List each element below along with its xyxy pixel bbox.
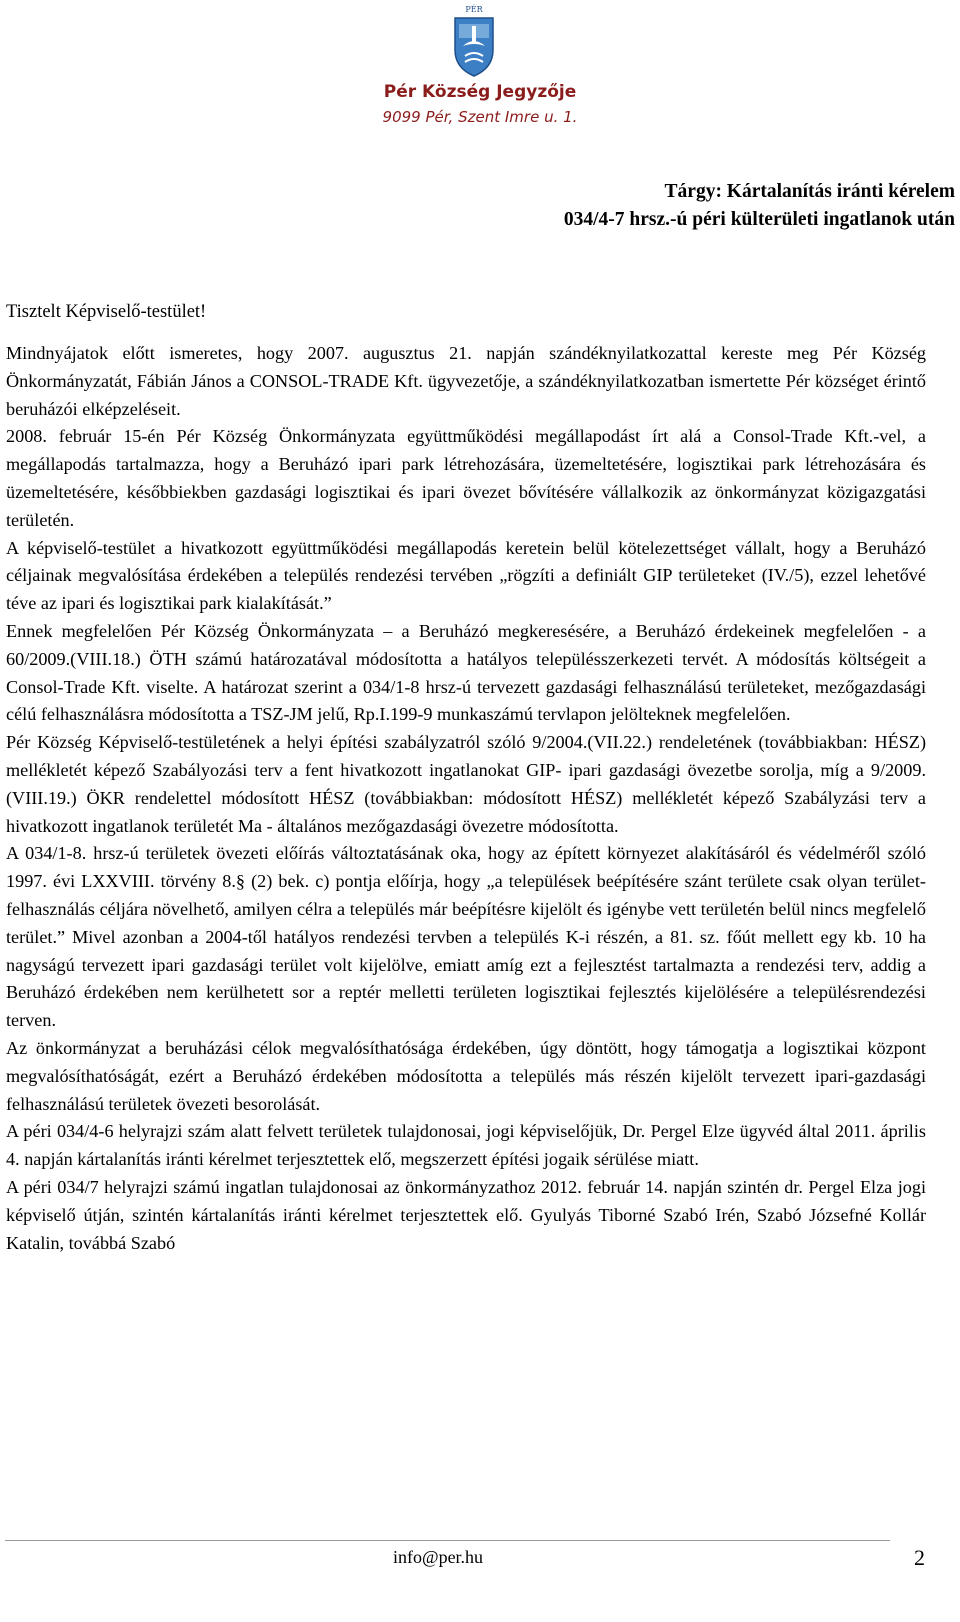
footer-email: info@per.hu [393,1547,484,1567]
paragraph: Ennek megfelelően Pér Község Önkormányzata – a Beruházó megkeresésére, a Beruházó érdekeinek megfelelően - a 60/2009.(VIII.18.) ÖTH számú határozatával módosította a hatályos településszerkezeti tervét. A módosítás költségeit a Consol-Trade Kft. viselte. A határozat szerint a 034/1-8 hrsz-ú tervezett gazdasági felhasználású területeket, mezőgazdasági célú felhasználásra módosította a TSZ-JM jelű, Rp.I.199-9 munkaszámú tervlapon jelölteknek megfelelően. [6,620,926,725]
paragraph: Az önkormányzat a beruházási célok megvalósíthatósága érdekében, úgy döntött, hogy támogatja a logisztikai központ megvalósíthatóságát, ezért a Beruházó érdekében módosította a település más részén kijelölt tervezett ipari-gazdasági felhasználású területek övezeti besorolását. [6,1037,926,1114]
subject-line-1: Tárgy: Kártalanítás iránti kérelem [664,181,955,202]
page-number: 2 [914,1545,925,1570]
paragraph: A 034/1-8. hrsz-ú területek övezeti előírás változtatásának oka, hogy az épített környezet alakításáról és védelméről szóló 1997. évi LXXVIII. törvény 8.§ (2) bek. c) pontja előírja, hogy „a települések beépítésére szánt területe csak olyan terület-felhasználás céljára növelhető, amilyen célra a település már beépítésre kijelölt és igénybe vett területén belül nincs megfelelő terület.” Mivel azonban a 2004-től hatályos rendezési tervben a település K-i részén, a 81. sz. főút mellett egy kb. 10 ha nagyságú tervezett ipari gazdasági terület volt kijelölve, emiatt amíg ezt a fejlesztést tartalmazta a rendezési terv, addig a Beruházó érdekében nem kerülhetett sor a reptér melletti területen logisztikai fejlesztés kijelölésére a településrendezési terven. [6,843,926,1031]
coat-of-arms-icon [449,2,499,78]
subject-line-2: 034/4-7 hrsz.-ú péri külterületi ingatlanok után [563,209,955,230]
paragraph: A péri 034/7 helyrajzi számú ingatlan tulajdonosai az önkormányzathoz 2012. február 14. napján szintén dr. Pergel Elza jogi képviselő útján, szintén kártalanítás iránti kérelmet terjesztettek elő. Gyulyás Tiborné Szabó Irén, Szabó Józsefné Kollár Katalin, továbbá Szabó [6,1176,926,1253]
paragraph: Pér Község Képviselő-testületének a helyi építési szabályzatról szóló 9/2004.(VII.22.) rendeletének (továbbiakban: HÉSZ) mellékletét képező Szabályozási terv a fent hivatkozott ingatlanokat GIP- ipari gazdasági övezetbe sorolja, míg a 9/2009. (VIII.19.) ÖKR rendelettel módosított HÉSZ (továbbiakban: módosított HÉSZ) mellékletét képező Szabályzási terv a hivatkozott ingatlanok területét Ma - általános mezőgazdasági övezetre módosította. [6,732,926,836]
paragraph: 2008. február 15-én Pér Község Önkormányzata együttműködési megállapodást írt alá a Consol-Trade Kft.-vel, a megállapodás tartalmazza, hogy a Beruházó ipari park létrehozására, üzemeltetésére, logisztikai park létrehozására és üzemeltetésére, későbbiekben gazdasági logisztikai és ipari övezet bővítésére vállalkozik az önkormányzat közigazgatási területén. [6,426,926,530]
crest-text: PÉR [465,5,483,14]
paragraph: A képviselő-testület a hivatkozott együttműködési megállapodás keretein belül kötelezettséget vállalt, hogy a Beruházó céljainak megvalósítása érdekében a település rendezési tervében „rögzíti a definiált GIP területeket (IV./5), ezzel lehetővé téve az ipari és logisztikai park kialakítását.” [6,537,926,614]
organization-address: 9099 Pér, Szent Imre u. 1. [382,108,578,126]
salutation: Tisztelt Képviselő-testület! [6,302,207,322]
paragraph: A péri 034/4-6 helyrajzi szám alatt felvett területek tulajdonosai, jogi képviselőjük, Dr. Pergel Elze ügyvéd által 2011. április 4. napján kártalanítás iránti kérelmet terjesztettek elő, megszerzett építési jogaik sérülése miatt. [6,1121,926,1170]
subject-block [564,178,955,234]
letter-body [6,340,926,1257]
paragraph: Mindnyájatok előtt ismeretes, hogy 2007. augusztus 21. napján szándéknyilatkozattal kereste meg Pér Község Önkormányzatát, Fábián János a CONSOL-TRADE Kft. ügyvezetője, a szándéknyilatkozatban ismertette Pér községet érintő beruházói elképzeléseit. [6,343,926,419]
footer-divider [5,1540,890,1541]
organization-name: Pér Község Jegyzője [383,82,577,102]
